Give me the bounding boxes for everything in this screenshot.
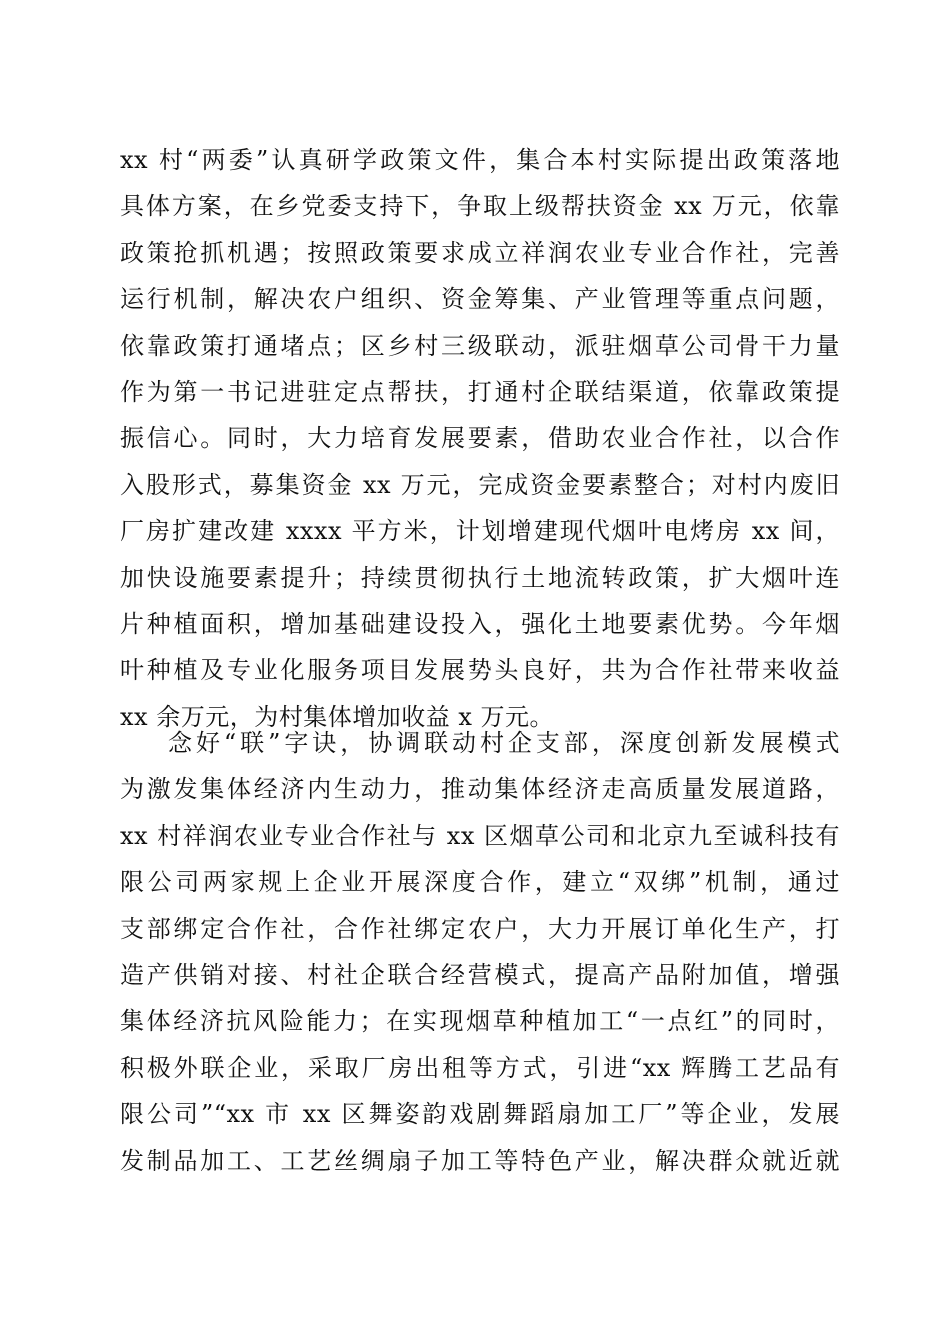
paragraph-line: 发制品加工、工艺丝绸扇子加工等特色产业，解决群众就近就 bbox=[120, 1146, 840, 1175]
paragraph-line: 政策抢抓机遇；按照政策要求成立祥润农业专业合作社，完善 bbox=[120, 238, 840, 267]
paragraph-line: 造产供销对接、村社企联合经营模式，提高产品附加值，增强 bbox=[120, 960, 840, 989]
paragraph-line: 为激发集体经济内生动力，推动集体经济走高质量发展道路， bbox=[120, 775, 840, 804]
paragraph-line: 支部绑定合作社，合作社绑定农户，大力开展订单化生产，打 bbox=[120, 914, 840, 943]
paragraph-line: 厂房扩建改建 xxxx 平方米，计划增建现代烟叶电烤房 xx 间， bbox=[120, 517, 840, 546]
paragraph-line: 振信心。同时，大力培育发展要素，借助农业合作社，以合作 bbox=[120, 424, 840, 453]
paragraph-line: 依靠政策打通堵点；区乡村三级联动，派驻烟草公司骨干力量 bbox=[120, 331, 840, 360]
paragraph-line: 作为第一书记进驻定点帮扶，打通村企联结渠道，依靠政策提 bbox=[120, 377, 840, 406]
paragraph-line: 叶种植及专业化服务项目发展势头良好，共为合作社带来收益 bbox=[120, 656, 840, 685]
paragraph-2 bbox=[120, 720, 840, 1184]
paragraph-line: 具体方案，在乡党委支持下，争取上级帮扶资金 xx 万元，依靠 bbox=[120, 192, 840, 221]
paragraph-line: xx 余万元，为村集体增加收益 x 万元。 bbox=[120, 702, 554, 731]
paragraph-line: xx 村“两委”认真研学政策文件，集合本村实际提出政策落地 bbox=[120, 146, 840, 174]
paragraph-1 bbox=[120, 137, 840, 740]
paragraph-line: 入股形式，募集资金 xx 万元，完成资金要素整合；对村内废旧 bbox=[120, 470, 840, 499]
paragraph-line: 积极外联企业，采取厂房出租等方式，引进“xx 辉腾工艺品有 bbox=[120, 1053, 840, 1082]
paragraph-line: 加快设施要素提升；持续贯彻执行土地流转政策，扩大烟叶连 bbox=[120, 563, 840, 592]
paragraph-line: 运行机制，解决农户组织、资金筹集、产业管理等重点问题， bbox=[120, 285, 840, 314]
paragraph-line: xx 村祥润农业专业合作社与 xx 区烟草公司和北京九至诚科技有 bbox=[120, 821, 840, 850]
paragraph-line: 念好“联”字诀，协调联动村企支部，深度创新发展模式 bbox=[168, 729, 840, 757]
paragraph-line: 限公司”“xx 市 xx 区舞姿韵戏剧舞蹈扇加工厂”等企业，发展 bbox=[120, 1100, 840, 1129]
paragraph-line: 片种植面积，增加基础建设投入，强化土地要素优势。今年烟 bbox=[120, 609, 840, 638]
paragraph-line: 限公司两家规上企业开展深度合作，建立“双绑”机制，通过 bbox=[120, 868, 840, 897]
paragraph-line: 集体经济抗风险能力；在实现烟草种植加工“一点红”的同时， bbox=[120, 1007, 840, 1036]
